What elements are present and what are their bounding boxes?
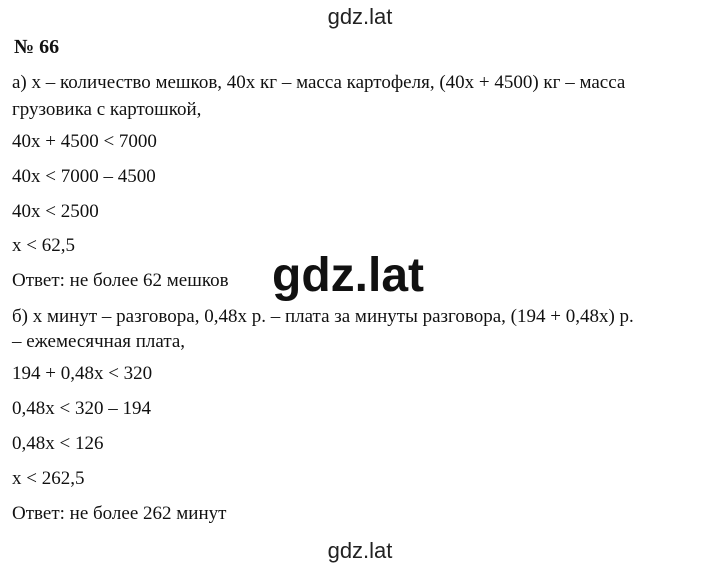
part-a-equation-3: 40x < 2500 (12, 201, 99, 222)
part-b-equation-3: 0,48x < 126 (12, 433, 104, 454)
part-a-equation-2: 40x < 7000 – 4500 (12, 166, 156, 187)
part-b-answer: Ответ: не более 262 минут (12, 503, 227, 524)
part-b-line-1: б) x минут – разговора, 0,48x р. – плата за минуты разговора, (194 + 0,48x) р. (12, 306, 634, 327)
watermark-bottom: gdz.lat (327, 538, 393, 563)
part-a-line-2: грузовика с картошкой, (12, 99, 202, 120)
problem-number: № 66 (14, 36, 60, 58)
watermark-top: gdz.lat (327, 4, 393, 29)
part-b-equation-1: 194 + 0,48x < 320 (12, 363, 153, 384)
watermark-center: gdz.lat (268, 252, 428, 300)
part-a-equation-4: x < 62,5 (12, 235, 75, 256)
part-b-equation-4: x < 262,5 (12, 468, 85, 489)
part-b-equation-2: 0,48x < 320 – 194 (12, 398, 151, 419)
part-a-answer: Ответ: не более 62 мешков (12, 270, 229, 291)
part-a-equation-1: 40x + 4500 < 7000 (12, 131, 157, 152)
part-b-line-2: – ежемесячная плата, (12, 331, 186, 352)
part-a-line-1: а) x – количество мешков, 40x кг – масса картофеля, (40x + 4500) кг – масса (12, 72, 626, 93)
